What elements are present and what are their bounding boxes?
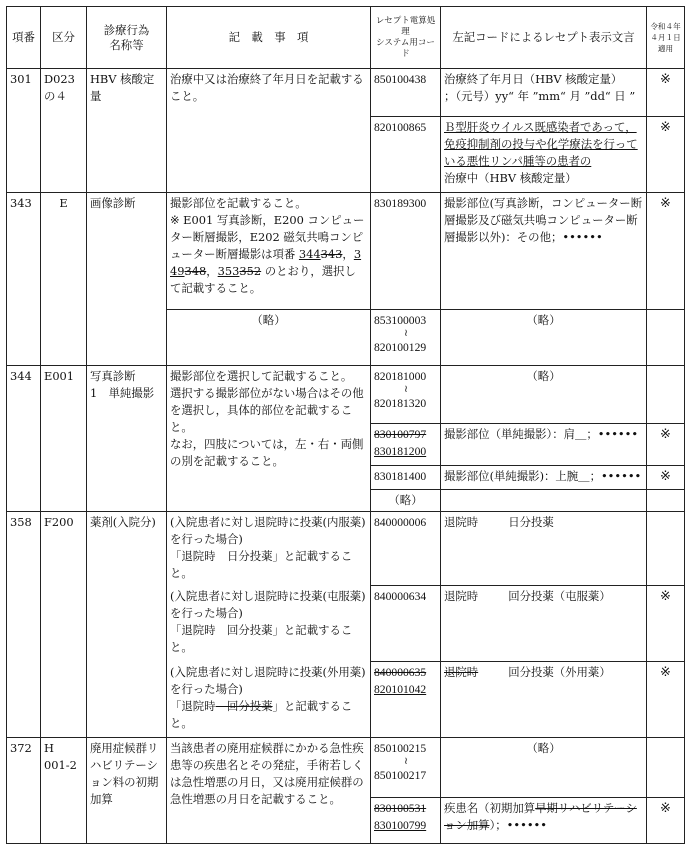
- effective-mark: ※: [647, 586, 685, 662]
- effective-mark: ※: [647, 193, 685, 310]
- omitted-note: （略）: [441, 310, 647, 366]
- item-number: 343: [7, 193, 41, 366]
- omitted-note: （略）: [371, 490, 441, 512]
- effective-mark: [647, 512, 685, 586]
- header-description: 記 載 事 項: [167, 7, 371, 69]
- display-text: [441, 490, 647, 512]
- category: E: [41, 193, 87, 366]
- header-display-text: 左記コードによるレセプト表示文言: [441, 7, 647, 69]
- display-text: 撮影部位(単純撮影)：上腕＿；••••••: [441, 466, 647, 490]
- table-row: [7, 512, 685, 586]
- item-number: 372: [7, 738, 41, 844]
- display-text: 撮影部位（単純撮影）：肩＿；••••••: [441, 424, 647, 466]
- table-row: [7, 69, 685, 117]
- header-procedure-name: 診療行為 名称等: [87, 7, 167, 69]
- procedure-name: 廃用症候群リハビリテーション料の初期加算: [87, 738, 167, 844]
- effective-mark: ※: [647, 117, 685, 193]
- description: (入院患者に対し退院時に投薬(内服薬)を行った場合) 「退院時 日分投薬」と記載すること。: [167, 512, 371, 586]
- receipt-code: 840000006: [371, 512, 441, 586]
- receipt-code: 830100797 830181200: [371, 424, 441, 466]
- receipt-code: 830189300: [371, 193, 441, 310]
- receipt-code: 820100865: [371, 117, 441, 193]
- effective-mark: [647, 366, 685, 424]
- effective-mark: [647, 310, 685, 366]
- header-code: レセプト電算処理 システム用コード: [371, 7, 441, 69]
- procedure-name: 画像診断: [87, 193, 167, 366]
- header-category: 区分: [41, 7, 87, 69]
- procedure-name: 薬剤(入院分): [87, 512, 167, 738]
- category: D023 の４: [41, 69, 87, 193]
- display-text: 退院時 日分投薬: [441, 512, 647, 586]
- description: (入院患者に対し退院時に投薬(屯服薬)を行った場合) 「退院時 回分投薬」と記載すること。: [167, 586, 371, 662]
- effective-mark: ※: [647, 424, 685, 466]
- header-item-number: 項番: [7, 7, 41, 69]
- receipt-code: 830100531 830100799: [371, 798, 441, 844]
- receipt-code: 840000635 820101042: [371, 662, 441, 738]
- category: F200: [41, 512, 87, 738]
- receipt-code: 850100438: [371, 69, 441, 117]
- display-text: 撮影部位(写真診断，コンピューター断層撮影及び磁気共鳴コンピューター断層撮影以外)：その他；••••••: [441, 193, 647, 310]
- effective-mark: [647, 490, 685, 512]
- display-text: 治療終了年月日（HBV 核酸定量） ；（元号）yy“ 年 ”mm“ 月 ”dd“ 日 ”: [441, 69, 647, 117]
- display-text: 疾患名（初期加算早期リハビリテーション加算）；••••••: [441, 798, 647, 844]
- description: 当該患者の廃用症候群にかかる急性疾患等の疾患名とその発症，手術若しくは急性増悪の月日，又は廃用症候群の急性増悪の月日を記載すること。: [167, 738, 371, 844]
- effective-mark: ※: [647, 798, 685, 844]
- receipt-code-table: [6, 6, 685, 844]
- receipt-code: 830181400: [371, 466, 441, 490]
- effective-mark: ※: [647, 69, 685, 117]
- header-effective-date: 令和４年 ４月１日 適用: [647, 7, 685, 69]
- item-number: 358: [7, 512, 41, 738]
- header-row: [7, 7, 685, 69]
- category: E001: [41, 366, 87, 512]
- category: H 001-2: [41, 738, 87, 844]
- item-number: 301: [7, 69, 41, 193]
- item-number: 344: [7, 366, 41, 512]
- display-text: Ｂ型肝炎ウイルス既感染者であって，免疫抑制剤の投与や化学療法を行っている悪性リンパ腫等の患者の 治療中（HBV 核酸定量）: [441, 117, 647, 193]
- omitted-note: （略）: [167, 310, 371, 366]
- table-row: [7, 738, 685, 798]
- table-row: [7, 366, 685, 424]
- description: 撮影部位を選択して記載すること。 選択する撮影部位がない場合はその他を選択し，具体的部位を記載すること。 なお，四肢については，左・右・両側の別を記載すること。: [167, 366, 371, 512]
- effective-mark: [647, 738, 685, 798]
- receipt-code: 840000634: [371, 586, 441, 662]
- omitted-note: （略）: [441, 366, 647, 424]
- description: (入院患者に対し退院時に投薬(外用薬)を行った場合) 「退院時 回分投薬」と記載すること。: [167, 662, 371, 738]
- receipt-code-range: 850100215 ≀ 850100217: [371, 738, 441, 798]
- procedure-name: HBV 核酸定量: [87, 69, 167, 193]
- display-text: 退院時 回分投薬（屯服薬）: [441, 586, 647, 662]
- procedure-name: 写真診断 1 単純撮影: [87, 366, 167, 512]
- effective-mark: ※: [647, 466, 685, 490]
- description: 撮影部位を記載すること。 ※ E001 写真診断，E200 コンピューター断層撮影，E202 磁気共鳴コンピューター断層撮影は項番 344343，349348，353352 のとおり，選択して記載すること。: [167, 193, 371, 310]
- omitted-note: （略）: [441, 738, 647, 798]
- description: 治療中又は治療終了年月日を記載すること。: [167, 69, 371, 193]
- effective-mark: ※: [647, 662, 685, 738]
- display-text: 退院時 回分投薬（外用薬）: [441, 662, 647, 738]
- receipt-code-range: 853100003 ≀ 820100129: [371, 310, 441, 366]
- receipt-code-range: 820181000 ≀ 820181320: [371, 366, 441, 424]
- table-row: [7, 193, 685, 310]
